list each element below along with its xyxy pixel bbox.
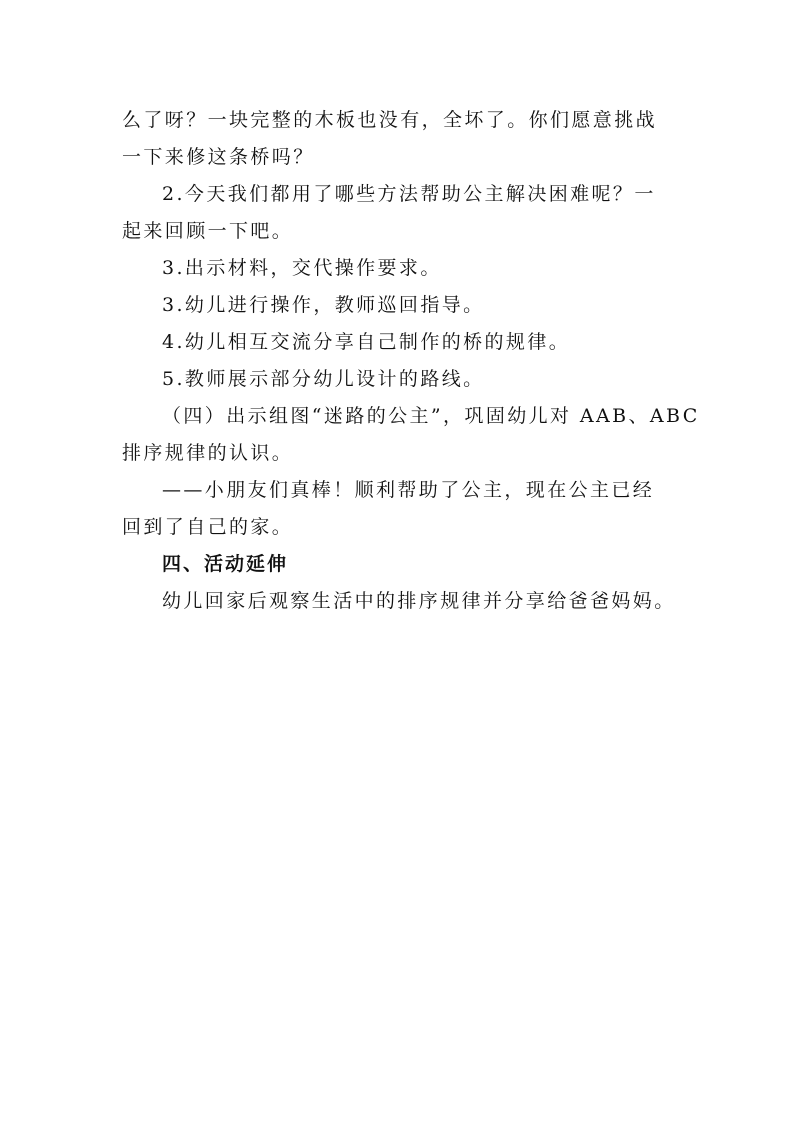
section-heading: 四、活动延伸 bbox=[162, 553, 289, 575]
paragraph-line: （四）出示组图“迷路的公主”，巩固幼儿对 AAB、ABC bbox=[162, 405, 700, 427]
paragraph-line: 回到了自己的家。 bbox=[122, 516, 294, 538]
list-item-line: 3.出示材料，交代操作要求。 bbox=[162, 257, 442, 279]
list-item-line: 起来回顾一下吧。 bbox=[122, 220, 294, 242]
paragraph-line: 么了呀？一块完整的木板也没有，全坏了。你们愿意挑战 bbox=[122, 109, 658, 131]
paragraph-line: ——小朋友们真棒！顺利帮助了公主，现在公主已经 bbox=[162, 479, 655, 501]
closing-paragraph: 幼儿回家后观察生活中的排序规律并分享给爸爸妈妈。 bbox=[162, 590, 676, 612]
list-item-line: 3.幼儿进行操作，教师巡回指导。 bbox=[162, 294, 485, 316]
list-item-line: 2.今天我们都用了哪些方法帮助公主解决困难呢？一 bbox=[162, 183, 656, 205]
paragraph-line: 一下来修这条桥吗？ bbox=[122, 146, 315, 168]
document-body bbox=[122, 102, 700, 620]
paragraph-line: 排序规律的认识。 bbox=[122, 442, 294, 464]
list-item-line: 5.教师展示部分幼儿设计的路线。 bbox=[162, 368, 485, 390]
list-item-line: 4.幼儿相互交流分享自己制作的桥的规律。 bbox=[162, 331, 571, 353]
